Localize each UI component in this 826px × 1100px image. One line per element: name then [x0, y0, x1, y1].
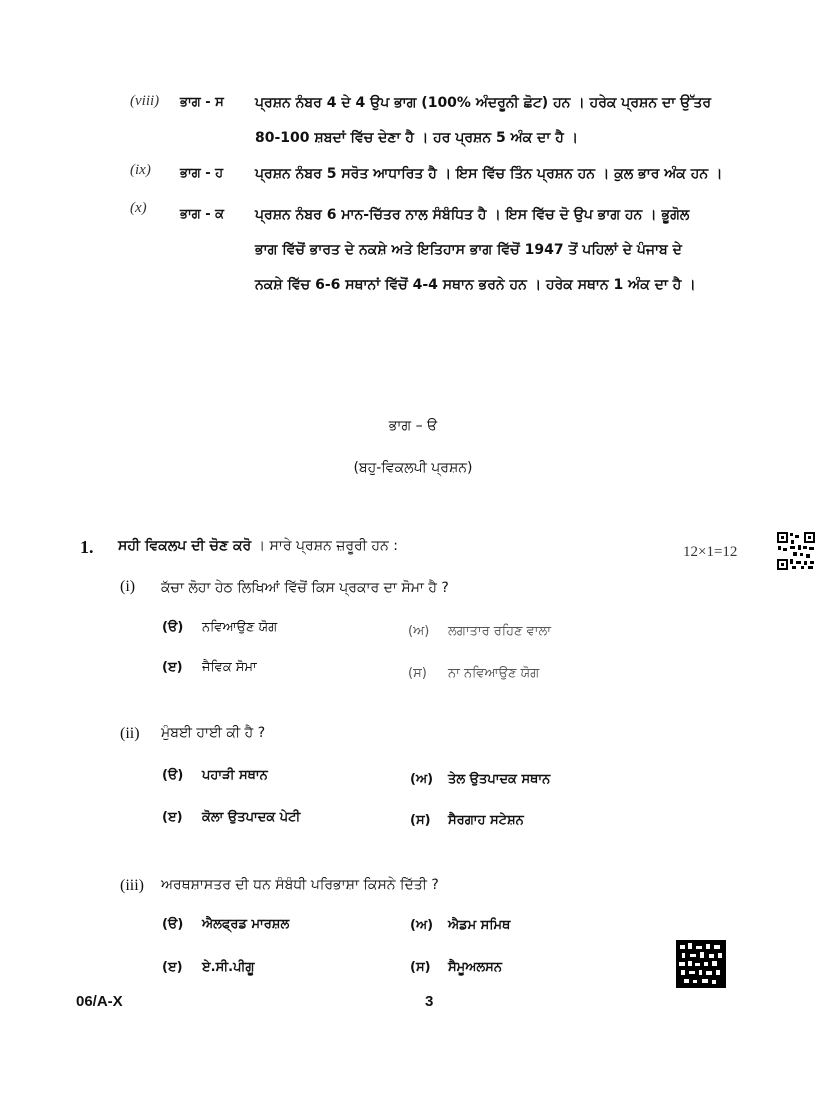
instruction-section: ਭਾਗ - ਕ: [180, 207, 225, 222]
subquestion-text: ਮੁੰਬਈ ਹਾਈ ਕੀ ਹੈ ?: [161, 725, 266, 741]
option-text: ਲਗਾਤਾਰ ਰਹਿਣ ਵਾਲਾ: [448, 624, 551, 639]
page-number: 3: [425, 993, 434, 1010]
instruction-line: ਪ੍ਰਸ਼ਨ ਨੰਬਰ 5 ਸਰੋਤ ਆਧਾਰਿਤ ਹੈ । ਇਸ ਵਿੱਚ ਤਿੰਨ ਪ੍ਰਸ਼ਨ ਹਨ । ਕੁਲ ਭਾਰ ਅੰਕ ਹਨ ।: [255, 166, 723, 182]
instruction-line: 80-100 ਸ਼ਬਦਾਂ ਵਿੱਚ ਦੇਣਾ ਹੈ । ਹਰ ਪ੍ਰਸ਼ਨ 5 ਅੰਕ ਦਾ ਹੈ ।: [255, 130, 579, 146]
option-label: (ਸ): [410, 813, 431, 828]
instruction-line: ਪ੍ਰਸ਼ਨ ਨੰਬਰ 6 ਮਾਨ-ਚਿੱਤਰ ਨਾਲ ਸੰਬੰਧਿਤ ਹੈ । ਇਸ ਵਿੱਚ ਦੋ ਉਪ ਭਾਗ ਹਨ । ਭੂਗੋਲ: [255, 207, 690, 223]
option-text: ਨਾ ਨਵਿਆਉਣ ਯੋਗ: [448, 666, 540, 681]
option-text: ਐਡਮ ਸਮਿਥ: [448, 918, 511, 933]
option-label: (ੳ): [162, 620, 184, 635]
instruction-line: ਪ੍ਰਸ਼ਨ ਨੰਬਰ 4 ਦੇ 4 ਉਪ ਭਾਗ (100% ਅੰਦਰੂਨੀ ਛੋਟ) ਹਨ । ਹਰੇਕ ਪ੍ਰਸ਼ਨ ਦਾ ਉੱਤਰ: [255, 95, 712, 111]
option-text: ਨਵਿਆਉਣ ਯੋਗ: [202, 620, 278, 635]
option-label: (ਅ): [410, 772, 434, 787]
option-label: (ਅ): [410, 918, 434, 933]
instruction-number: (viii): [130, 93, 160, 109]
option-text: ਐਲਫ੍ਰਡ ਮਾਰਸ਼ਲ: [202, 917, 290, 932]
subquestion-text: ਅਰਥਸ਼ਾਸਤਰ ਦੀ ਧਨ ਸੰਬੰਧੀ ਪਰਿਭਾਸ਼ਾ ਕਿਸਨੇ ਦਿੱਤੀ ?: [161, 877, 439, 893]
option-label: (ੳ): [162, 768, 184, 783]
section-subheading: (ਬਹੁ-ਵਿਕਲਪੀ ਪ੍ਰਸ਼ਨ): [353, 460, 473, 476]
instruction-number: (x): [130, 200, 147, 216]
option-label: (ੲ): [162, 660, 183, 675]
question-text-rest: । ਸਾਰੇ ਪ੍ਰਸ਼ਨ ਜ਼ਰੂਰੀ ਹਨ :: [251, 538, 398, 554]
question-text-bold: ਸਹੀ ਵਿਕਲਪ ਦੀ ਚੋਣ ਕਰੋ: [118, 538, 252, 554]
option-text: ਏ.ਸੀ.ਪੀਗੂ: [202, 960, 255, 975]
option-text: ਸੈਮੂਅਲਸਨ: [448, 960, 502, 975]
option-label: (ੲ): [162, 960, 183, 975]
instruction-section: ਭਾਗ - ਸ: [180, 95, 224, 110]
option-text: ਤੇਲ ਉਤਪਾਦਕ ਸਥਾਨ: [448, 772, 551, 787]
option-label: (ੳ): [162, 917, 184, 932]
option-text: ਕੋਲਾ ਉਤਪਾਦਕ ਪੇਟੀ: [202, 810, 301, 825]
instruction-line: ਨਕਸ਼ੇ ਵਿੱਚ 6-6 ਸਥਾਨਾਂ ਵਿੱਚੋਂ 4-4 ਸਥਾਨ ਭਰਨੇ ਹਨ । ਹਰੇਕ ਸਥਾਨ 1 ਅੰਕ ਦਾ ਹੈ ।: [255, 277, 696, 293]
option-text: ਸੈਰਗਾਹ ਸਟੇਸ਼ਨ: [448, 813, 524, 828]
qr-code-icon: [776, 531, 816, 571]
instruction-line: ਭਾਗ ਵਿੱਚੋਂ ਭਾਰਤ ਦੇ ਨਕਸ਼ੇ ਅਤੇ ਇਤਿਹਾਸ ਭਾਗ ਵਿੱਚੋਂ 1947 ਤੋਂ ਪਹਿਲਾਂ ਦੇ ਪੰਜਾਬ ਦੇ: [255, 242, 682, 258]
option-text: ਜੈਵਿਕ ਸੋਮਾ: [202, 660, 257, 675]
subquestion-text: ਕੱਚਾ ਲੋਹਾ ਹੇਠ ਲਿਖਿਆਂ ਵਿੱਚੋਂ ਕਿਸ ਪ੍ਰਕਾਰ ਦਾ ਸੋਮਾ ਹੈ ?: [161, 580, 449, 596]
barcode-icon: [676, 940, 726, 988]
option-label: (ਅ): [408, 624, 430, 639]
subquestion-number: (i): [120, 578, 136, 595]
instruction-section: ਭਾਗ - ਹ: [180, 166, 224, 181]
section-heading: ਭਾਗ – ੳ: [388, 418, 438, 434]
instruction-number: (ix): [130, 162, 151, 178]
option-label: (ਸ): [410, 960, 431, 975]
question-number: 1.: [80, 537, 94, 557]
option-label: (ੲ): [162, 810, 183, 825]
subquestion-number: (iii): [120, 877, 144, 894]
paper-code: 06/A-X: [76, 993, 123, 1010]
option-label: (ਸ): [408, 666, 427, 681]
subquestion-number: (ii): [120, 725, 140, 742]
question-text: [118, 538, 398, 554]
option-text: ਪਹਾੜੀ ਸਥਾਨ: [202, 768, 268, 783]
marks-label: 12×1=12: [683, 544, 738, 560]
